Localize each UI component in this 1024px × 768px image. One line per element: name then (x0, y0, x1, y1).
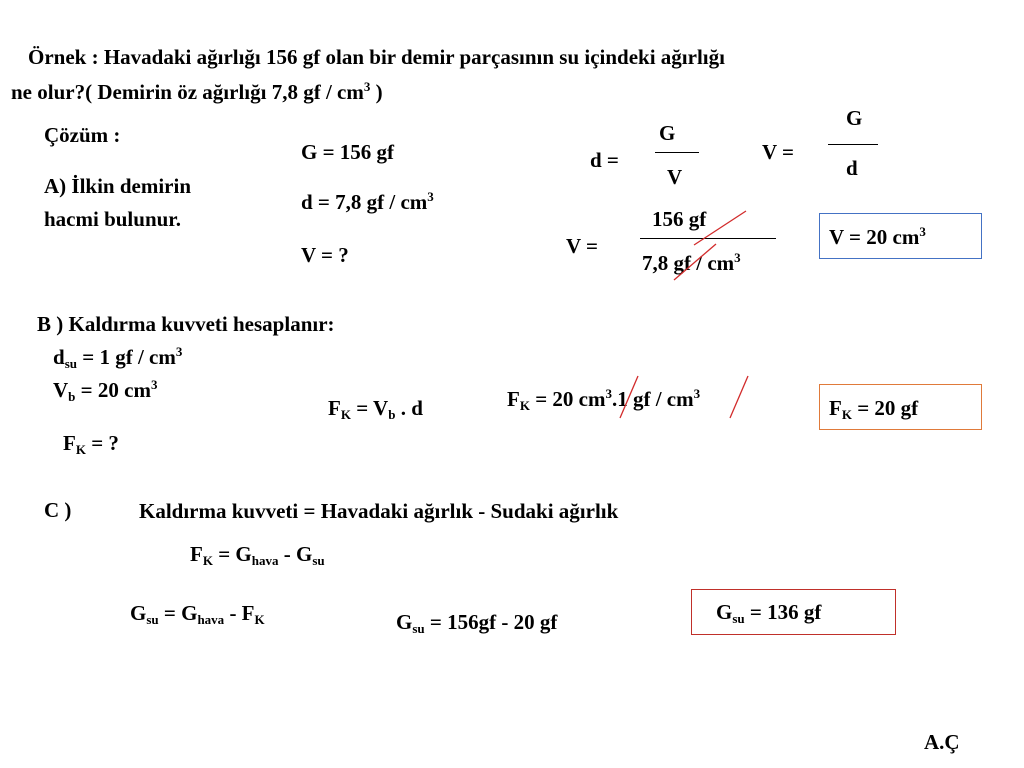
given-volume: V = ? (301, 243, 349, 267)
volume-result-text: V = 20 cm (829, 225, 920, 249)
problem-line-2-text: ne olur?( Demirin öz ağırlığı 7,8 gf / cm (11, 80, 364, 104)
problem-line-2 (11, 80, 383, 104)
volume-calc-numerator: 156 gf (652, 207, 707, 231)
buoyant-force-calc (507, 387, 700, 411)
c-calc-g: G (396, 610, 413, 634)
cancel-mark-cm3-second (724, 372, 754, 422)
water-weight-result (716, 600, 821, 624)
cancel-mark-cm3-first (614, 372, 644, 422)
volume-result (829, 225, 926, 249)
water-density-base: d (53, 345, 65, 369)
bf-formula-mid: = V (350, 396, 389, 420)
c-eq2-g: G (130, 601, 147, 625)
given-density-text: d = 7,8 gf / cm (301, 190, 428, 214)
buoyant-force-unknown-base: F (63, 431, 76, 455)
problem-line-1: Örnek : Havadaki ağırlığı 156 gf olan bir demir parçasının su içindeki ağırlığı (28, 45, 725, 69)
density-formula-denominator: V (667, 165, 683, 189)
bf-result-f-sub: K (841, 407, 852, 422)
part-a-line-1: A) İlkin demirin (44, 174, 192, 198)
c-eq1-g-sub: hava (251, 553, 279, 568)
bf-formula-f-sub: K (340, 407, 351, 422)
c-calc-g-sub: su (412, 621, 425, 636)
buoyant-force-unknown-sub: K (75, 442, 86, 457)
c-eq1-mid: = G (212, 542, 252, 566)
buoyant-force-result (829, 396, 918, 420)
submerged-volume-sup: 3 (150, 377, 158, 392)
volume-calc-denominator-sup: 3 (734, 250, 741, 265)
water-weight-calc (396, 610, 557, 634)
c-result-g: G (716, 600, 733, 624)
c-result-rest: = 136 gf (744, 600, 822, 624)
problem-line-2-sup: 3 (363, 79, 371, 94)
water-weight-equation (130, 601, 265, 625)
bf-result-rest: = 20 gf (851, 396, 919, 420)
density-formula-numerator: G (659, 121, 676, 145)
bf-formula-v-sub: b (388, 407, 396, 422)
part-c-statement: Kaldırma kuvveti = Havadaki ağırlık - Sudaki ağırlık (139, 499, 619, 523)
c-eq2-f-sub: K (254, 612, 265, 627)
c-eq1-f-sub: K (202, 553, 213, 568)
buoyant-force-formula (328, 396, 423, 420)
volume-formula-numerator: G (846, 106, 863, 130)
submerged-volume-base: V (53, 378, 69, 402)
c-eq2-mid: = G (158, 601, 198, 625)
c-calc-rest: = 156gf - 20 gf (424, 610, 558, 634)
bf-calc-sup1: 3 (605, 386, 612, 401)
density-fraction-bar (655, 152, 699, 153)
bf-calc-f: F (507, 387, 520, 411)
bf-calc-part2: .1 gf / cm (611, 387, 694, 411)
c-eq2-rest: - F (224, 601, 255, 625)
cancel-mark-gf-denominator (670, 240, 720, 284)
c-result-g-sub: su (732, 611, 745, 626)
part-b-title: B ) Kaldırma kuvveti hesaplanır: (37, 312, 335, 336)
water-density-sup: 3 (175, 344, 183, 359)
bf-formula-rest: . d (395, 396, 423, 420)
part-c-label: C ) (44, 498, 72, 522)
volume-calc-lhs: V = (566, 234, 599, 258)
buoyancy-equation (190, 542, 325, 566)
submerged-volume (53, 378, 157, 402)
c-eq1-rest: - G (278, 542, 313, 566)
volume-formula-lhs: V = (762, 140, 795, 164)
problem-line-2-end: ) (370, 80, 383, 104)
volume-fraction-bar (828, 144, 878, 145)
bf-calc-sup2: 3 (693, 386, 701, 401)
c-eq2-g2-sub: hava (197, 612, 225, 627)
bf-result-f: F (829, 396, 842, 420)
buoyant-force-unknown-rest: = ? (85, 431, 119, 455)
given-weight: G = 156 gf (301, 140, 395, 164)
submerged-volume-rest: = 20 cm (75, 378, 151, 402)
part-a-line-2: hacmi bulunur. (44, 207, 181, 231)
bf-formula-f: F (328, 396, 341, 420)
water-density-rest: = 1 gf / cm (76, 345, 176, 369)
given-density (301, 190, 434, 214)
submerged-volume-sub: b (68, 389, 76, 404)
volume-result-sup: 3 (919, 224, 926, 239)
water-density-sub: su (64, 356, 77, 371)
buoyant-force-unknown (63, 431, 119, 455)
water-density (53, 345, 182, 369)
volume-formula-denominator: d (846, 156, 858, 180)
author-signature: A.Ç (924, 730, 960, 754)
c-eq2-g-sub: su (146, 612, 159, 627)
density-formula-lhs: d = (590, 148, 619, 172)
given-density-sup: 3 (427, 189, 434, 204)
solution-label: Çözüm : (44, 123, 121, 147)
c-eq1-g2-sub: su (312, 553, 325, 568)
bf-calc-f-sub: K (519, 398, 530, 413)
bf-calc-part1: = 20 cm (529, 387, 606, 411)
c-eq1-f: F (190, 542, 203, 566)
volume-calc-denominator-text: 7,8 gf / cm (642, 251, 735, 275)
